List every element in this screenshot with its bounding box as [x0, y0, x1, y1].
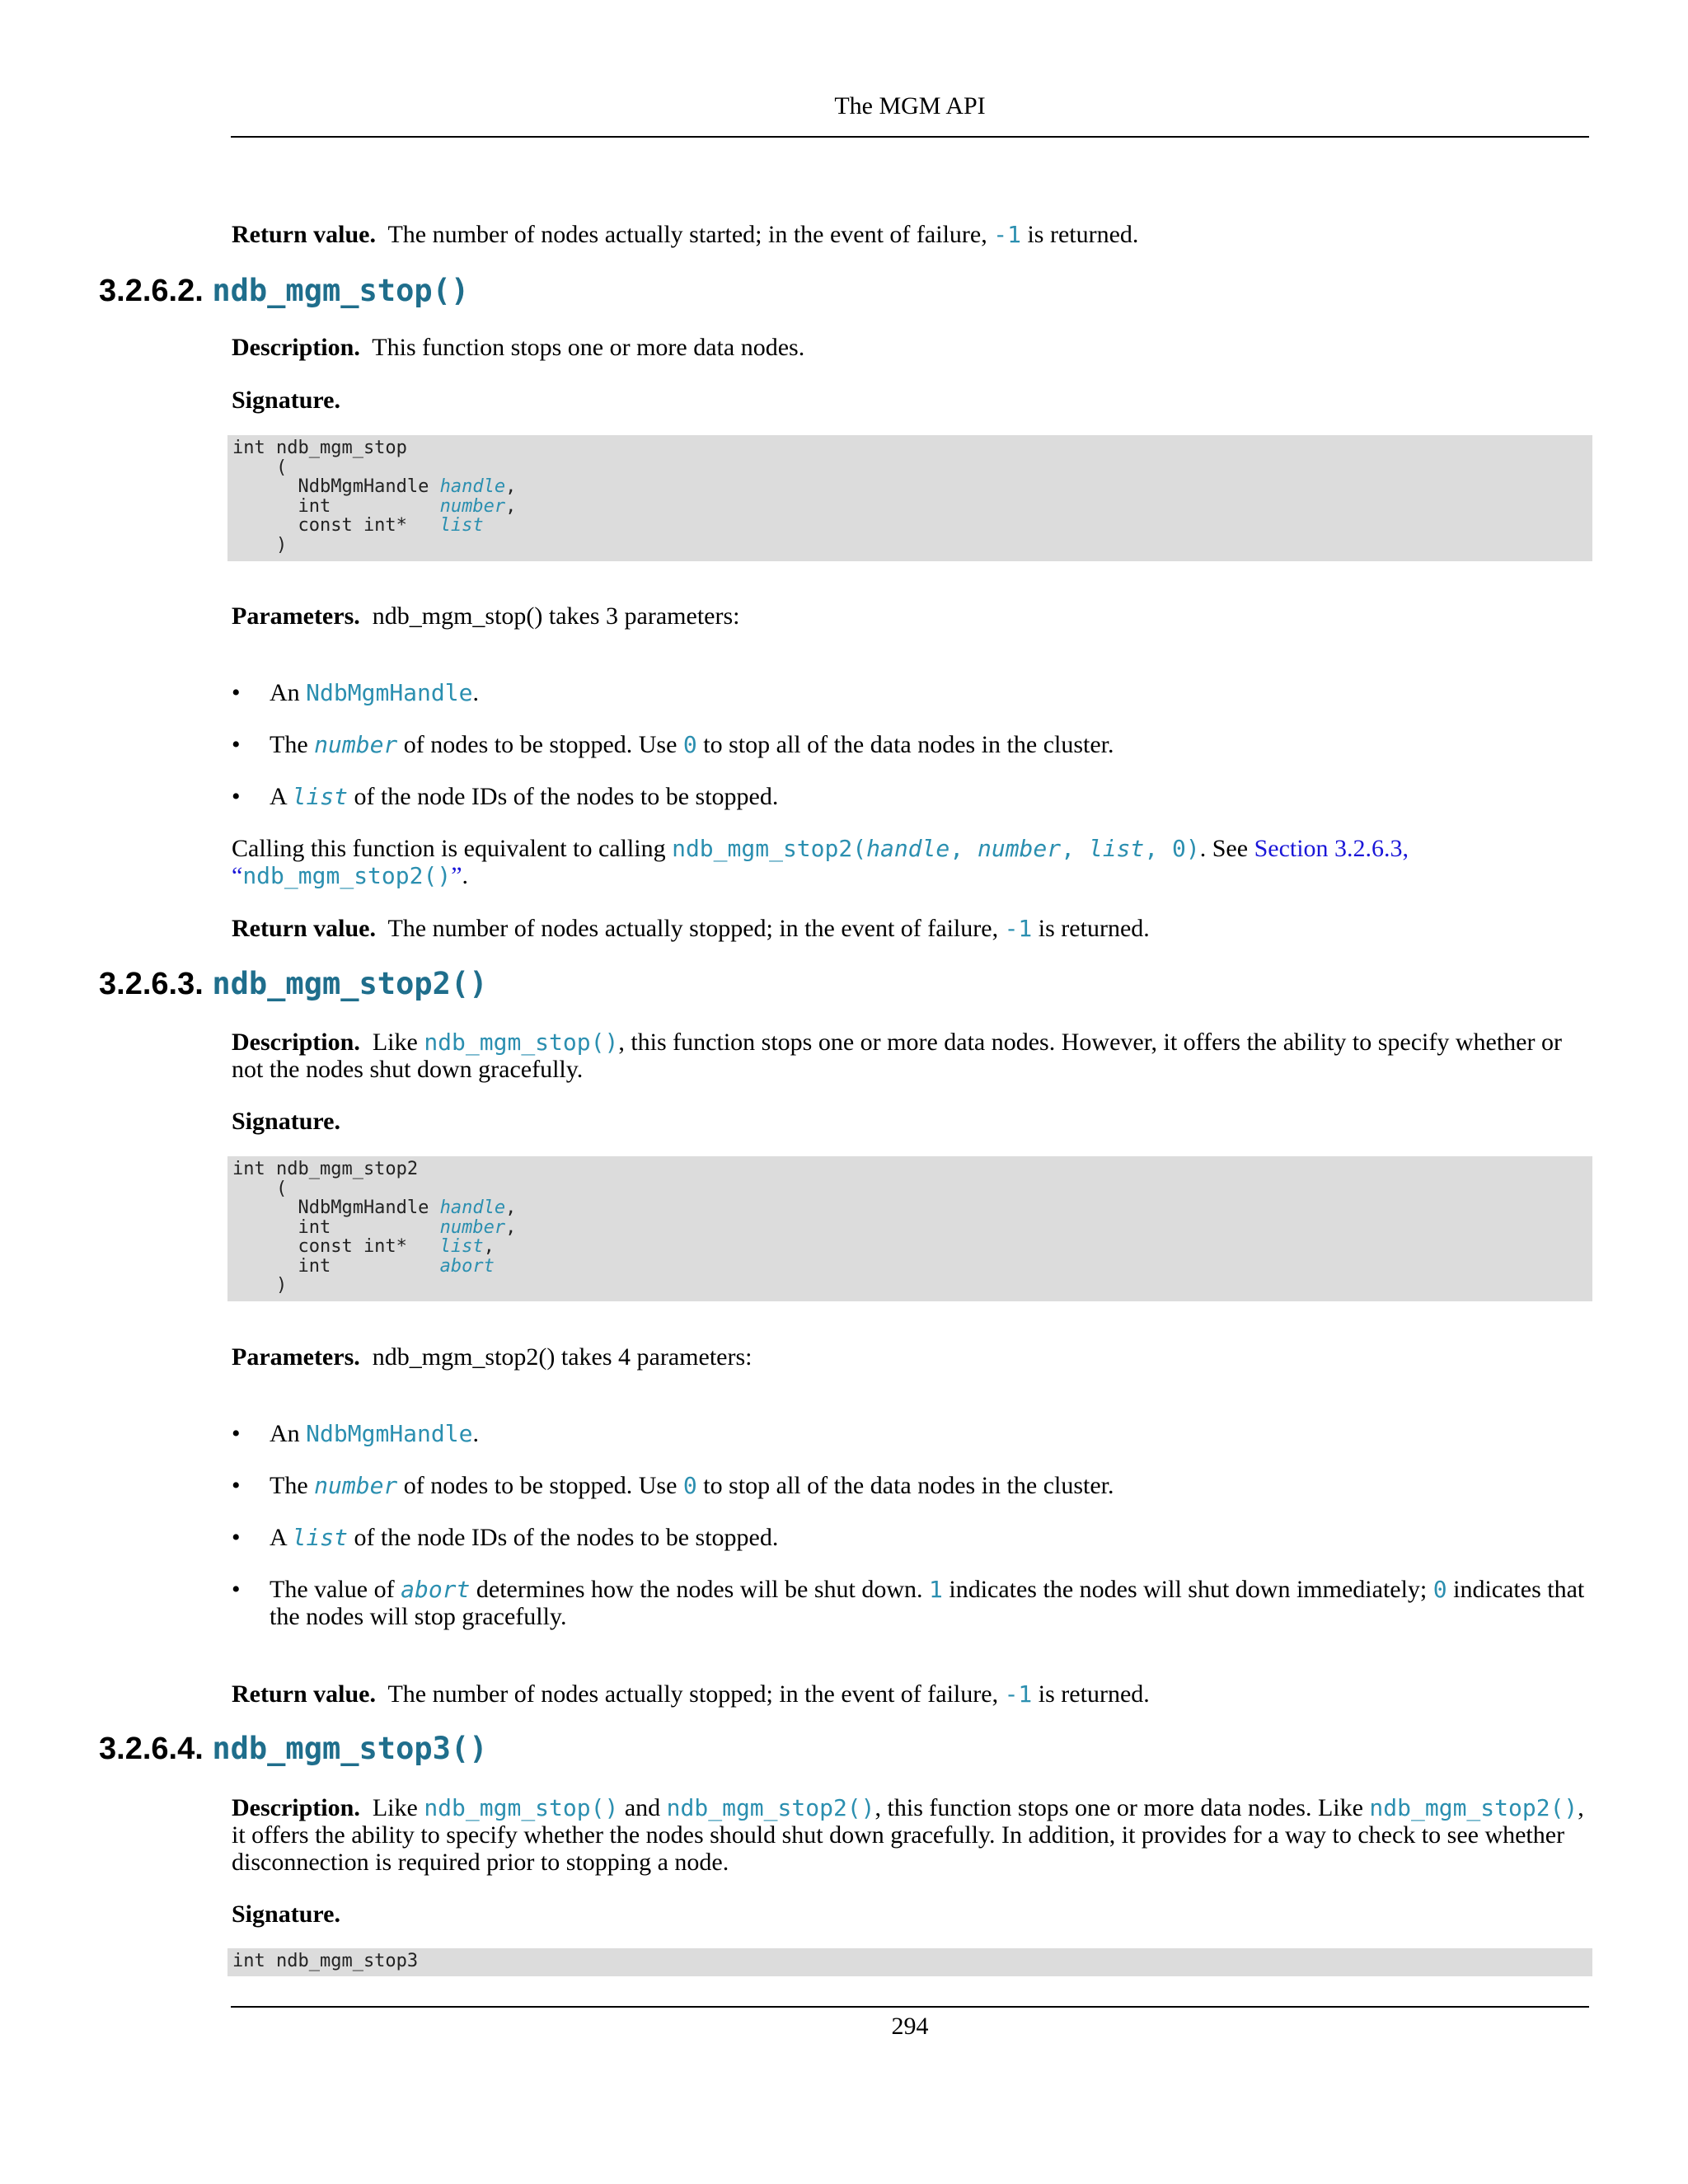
signature-label: Signature. — [232, 387, 340, 414]
footer-rule — [231, 2006, 1589, 2008]
signature-label: Signature. — [232, 1108, 340, 1135]
link-ndb-mgm-stop2[interactable]: ndb_mgm_stop2() — [666, 1794, 875, 1821]
description-paragraph: Description. Like ndb_mgm_stop(), this function stops one or more data nodes. However, it offers the ability to specify whether or not the nodes shut down gracefully. — [232, 1029, 1562, 1083]
link-ndb-mgm-stop2[interactable]: ndb_mgm_stop2() — [1369, 1794, 1578, 1821]
header-rule — [231, 136, 1589, 138]
section-link-3-2-6-3[interactable]: Section 3.2.6.3, — [1254, 835, 1409, 862]
section-heading-ndb-mgm-stop2: 3.2.6.3. ndb_mgm_stop2() — [99, 966, 488, 1001]
bullet-icon: • — [232, 1524, 241, 1551]
bullet-icon: • — [232, 783, 241, 810]
bullet-icon: • — [232, 1576, 241, 1603]
bullet-icon: • — [232, 731, 241, 758]
bullet-icon: • — [232, 679, 241, 706]
description-paragraph: Description. This function stops one or more data nodes. — [232, 334, 805, 361]
signature-code-block: int ndb_mgm_stop2 ( NdbMgmHandle handle, int number, const int* list, int abort ) — [227, 1156, 1592, 1301]
section-heading-ndb-mgm-stop3: 3.2.6.4. ndb_mgm_stop3() — [99, 1731, 488, 1766]
return-value-paragraph: Return value. The number of nodes actually started; in the event of failure, -1 is returned. — [232, 221, 1139, 248]
section-link-ndb-mgm-stop2[interactable]: “ndb_mgm_stop2()” — [232, 862, 462, 889]
section-heading-ndb-mgm-stop: 3.2.6.2. ndb_mgm_stop() — [99, 273, 470, 308]
parameters-paragraph: Parameters. ndb_mgm_stop2() takes 4 parameters: — [232, 1343, 753, 1371]
bullet-icon: • — [232, 1472, 241, 1499]
link-ndb-mgm-stop[interactable]: ndb_mgm_stop() — [424, 1029, 619, 1056]
link-ndbmgmhandle[interactable]: NdbMgmHandle — [306, 1420, 473, 1447]
signature-code-block: int ndb_mgm_stop ( NdbMgmHandle handle, int number, const int* list ) — [227, 435, 1592, 561]
description-paragraph: Description. Like ndb_mgm_stop() and ndb_mgm_stop2(), this function stops one or more data nodes. Like ndb_mgm_stop2(), it offers the ability to specify whether the nodes should shut down gracefully. In addition, it provides for a way to check to see whether disconnection is required prior to stopping a node. — [232, 1794, 1584, 1876]
link-ndb-mgm-stop[interactable]: ndb_mgm_stop() — [424, 1794, 619, 1821]
link-ndbmgmhandle[interactable]: NdbMgmHandle — [306, 679, 473, 706]
equivalence-paragraph: Calling this function is equivalent to calling ndb_mgm_stop2(handle, number, list, 0). See Section 3.2.6.3, “ndb_mgm_stop2()”. — [232, 835, 1409, 889]
return-value-label: Return value. — [232, 221, 376, 248]
return-value-paragraph: Return value. The number of nodes actually stopped; in the event of failure, -1 is returned. — [232, 1680, 1150, 1708]
return-value-paragraph: Return value. The number of nodes actually stopped; in the event of failure, -1 is returned. — [232, 915, 1150, 942]
signature-code-block: int ndb_mgm_stop3 — [227, 1948, 1592, 1976]
code-minus-one: -1 — [993, 221, 1021, 248]
page-number: 294 — [891, 2013, 929, 2040]
signature-label: Signature. — [232, 1900, 340, 1928]
bullet-icon: • — [232, 1420, 241, 1447]
parameters-paragraph: Parameters. ndb_mgm_stop() takes 3 parameters: — [232, 602, 740, 630]
running-header: The MGM API — [834, 92, 986, 120]
